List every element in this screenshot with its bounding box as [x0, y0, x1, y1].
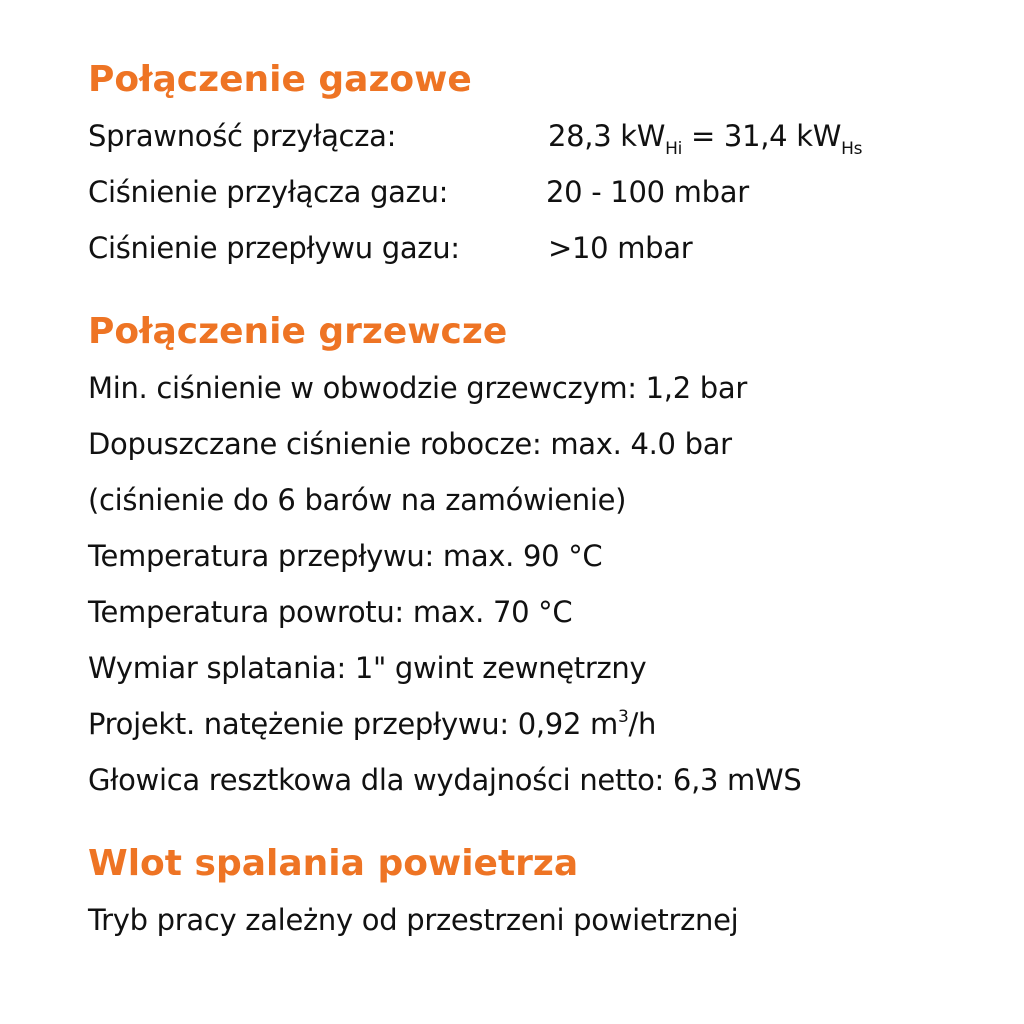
flow-rate-unit-suffix: /h: [628, 707, 657, 741]
flow-rate-superscript: 3: [617, 707, 629, 727]
gas-connection-output-value: [548, 108, 862, 164]
heating-connection-heading: Połączenie grzewcze: [88, 311, 508, 352]
heating-connection-size: Wymiar splatania: 1" gwint zewnętrzny: [88, 651, 647, 685]
gas-connection-output-label: Sprawność przyłącza:: [88, 119, 397, 153]
combustion-air-section: [88, 836, 988, 948]
gas-flow-pressure-row: [88, 220, 988, 276]
spec-sheet: [88, 52, 988, 976]
gas-connection-heading: Połączenie gazowe: [88, 59, 472, 100]
heating-working-pressure: Dopuszczane ciśnienie robocze: max. 4.0 bar: [88, 427, 732, 461]
heating-min-pressure: Min. ciśnienie w obwodzie grzewczym: 1,2 bar: [88, 371, 747, 405]
gas-connection-output-row: [88, 108, 988, 164]
heating-return-temperature: Temperatura powrotu: max. 70 °C: [88, 595, 573, 629]
gas-connection-pressure-value: 20 - 100 mbar: [546, 175, 749, 209]
output-unit-hi-subscript: Hi: [665, 139, 683, 159]
flow-rate-text: Projekt. natężenie przepływu: 0,92 m: [88, 707, 618, 741]
combustion-air-mode: Tryb pracy zależny od przestrzeni powietrznej: [88, 903, 739, 937]
combustion-air-heading: Wlot spalania powietrza: [88, 843, 579, 884]
heating-flow-rate: [88, 696, 988, 752]
heating-pressure-note: (ciśnienie do 6 barów na zamówienie): [88, 483, 627, 517]
gas-connection-pressure-label: Ciśnienie przyłącza gazu:: [88, 175, 449, 209]
heating-flow-temperature: Temperatura przepływu: max. 90 °C: [88, 539, 603, 573]
gas-flow-pressure-label: Ciśnienie przepływu gazu:: [88, 231, 460, 265]
heating-connection-section: [88, 304, 988, 808]
gas-connection-section: [88, 52, 988, 276]
output-value-hi: 28,3 kW: [548, 119, 666, 153]
gas-flow-pressure-value: >10 mbar: [548, 231, 693, 265]
output-value-hs: = 31,4 kW: [682, 119, 842, 153]
heating-residual-head: Głowica resztkowa dla wydajności netto: 6,3 mWS: [88, 763, 802, 797]
gas-connection-pressure-row: [88, 164, 988, 220]
output-unit-hs-subscript: Hs: [841, 139, 863, 159]
